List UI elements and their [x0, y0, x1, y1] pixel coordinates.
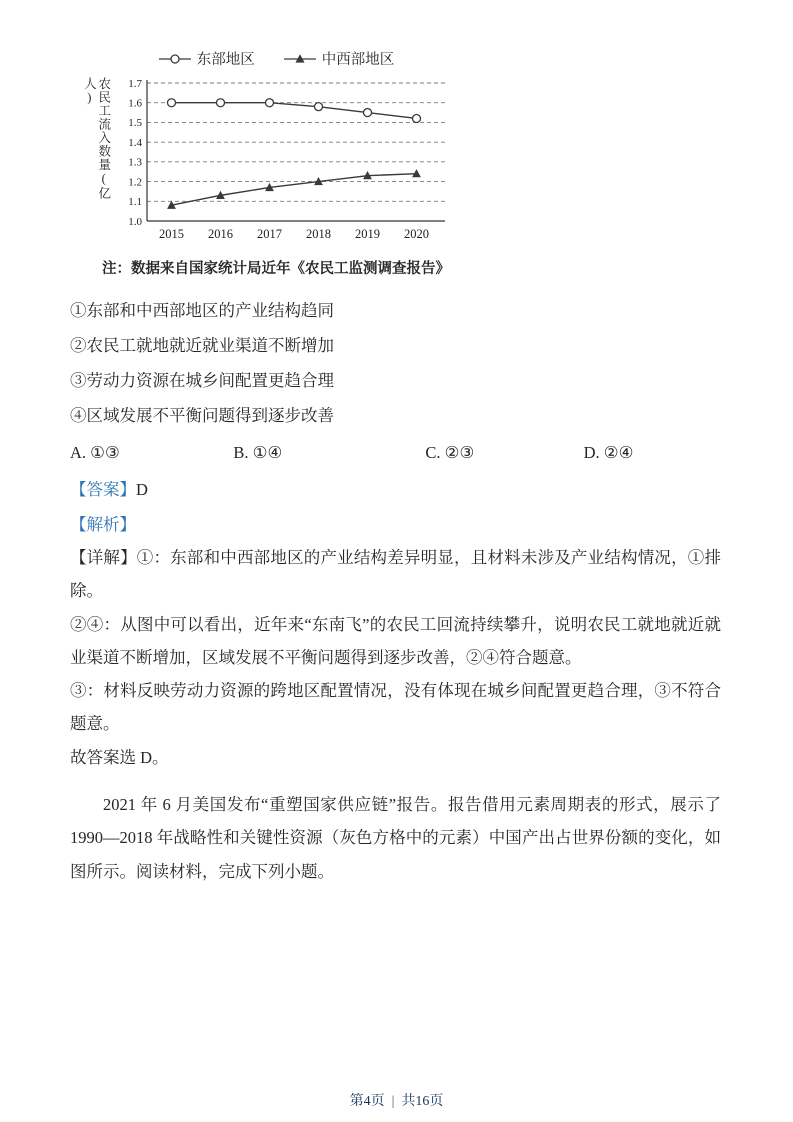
explanation-paragraph-3: ③：材料反映劳动力资源的跨地区配置情况，没有体现在城乡间配置更趋合理，③不符合题意。	[70, 681, 721, 734]
footer-separator: |	[391, 1094, 395, 1109]
svg-text:2015: 2015	[158, 227, 184, 241]
statement-4: ④区域发展不平衡问题得到逐步改善	[70, 405, 334, 425]
question-statements	[70, 294, 721, 434]
svg-text:2019: 2019	[354, 227, 380, 241]
migrant-worker-chart-block	[82, 48, 470, 278]
statement-1: ①东部和中西部地区的产业结构趋同	[70, 301, 334, 320]
chart-legend	[82, 48, 470, 69]
migrant-workers-line-chart	[111, 75, 447, 247]
svg-text:1.6: 1.6	[128, 97, 142, 110]
svg-text:1.2: 1.2	[128, 176, 142, 189]
analysis-label: 【解析】	[70, 514, 136, 534]
choice-c: C. ②③	[425, 442, 475, 462]
svg-text:1.1: 1.1	[128, 196, 142, 209]
explanation-paragraph-2: ②④：从图中可以看出，近年来“东南飞”的农民工回流持续攀升，说明农民工就地就近就业渠道不断增加，区域发展不平衡问题得到逐步改善，②④符合题意。	[70, 614, 721, 667]
svg-text:1.5: 1.5	[128, 117, 142, 130]
svg-text:1.3: 1.3	[128, 156, 142, 169]
choice-b: B. ①④	[233, 442, 283, 462]
chart-body	[82, 75, 470, 247]
legend-label-central-west: 中西部地区	[321, 52, 395, 68]
next-material-passage: 2021 年 6 月美国发布“重塑国家供应链”报告。报告借用元素周期表的形式，展示了 1990—2018 年战略性和关键性资源（灰色方格中的元素）中国产出占世界份额的变化，如图所示。阅读材料，完成下列小题。	[70, 795, 721, 881]
svg-text:1.4: 1.4	[128, 136, 142, 149]
footer-total-pages: 共16页	[401, 1094, 444, 1109]
svg-text:2020: 2020	[403, 227, 429, 241]
legend-item-east	[158, 48, 255, 69]
chart-source-note: 注：数据来自国家统计局近年《农民工监测调查报告》	[102, 261, 450, 277]
answer-value: D	[136, 479, 148, 499]
svg-text:2018: 2018	[305, 227, 331, 241]
svg-text:2016: 2016	[207, 227, 233, 241]
legend-item-central-west	[283, 48, 395, 69]
choice-d: D. ②④	[583, 442, 634, 462]
open-circle-marker-icon	[158, 53, 192, 65]
answer-line	[70, 473, 721, 506]
page-footer	[0, 1090, 793, 1110]
explanation-block	[70, 541, 721, 774]
statement-3: ③劳动力资源在城乡间配置更趋合理	[70, 370, 334, 390]
statement-2: ②农民工就地就近就业渠道不断增加	[70, 335, 334, 355]
legend-label-east: 东部地区	[196, 52, 255, 68]
explanation-paragraph-4: 故答案选 D。	[70, 747, 169, 767]
answer-choices	[70, 436, 721, 471]
answer-label: 【答案】	[70, 479, 136, 499]
svg-text:1.7: 1.7	[128, 77, 142, 90]
y-axis-label: 农民工流入数量(亿人)	[82, 77, 111, 200]
footer-page-number: 第4页	[349, 1094, 385, 1109]
filled-triangle-marker-icon	[283, 53, 317, 65]
svg-text:1.0: 1.0	[128, 215, 142, 228]
choice-a: A. ①③	[70, 442, 120, 462]
explanation-paragraph-1: 【详解】①：东部和中西部地区的产业结构差异明显，且材料未涉及产业结构情况，①排除。	[70, 547, 721, 601]
svg-text:2017: 2017	[256, 227, 282, 241]
analysis-line	[70, 508, 721, 541]
